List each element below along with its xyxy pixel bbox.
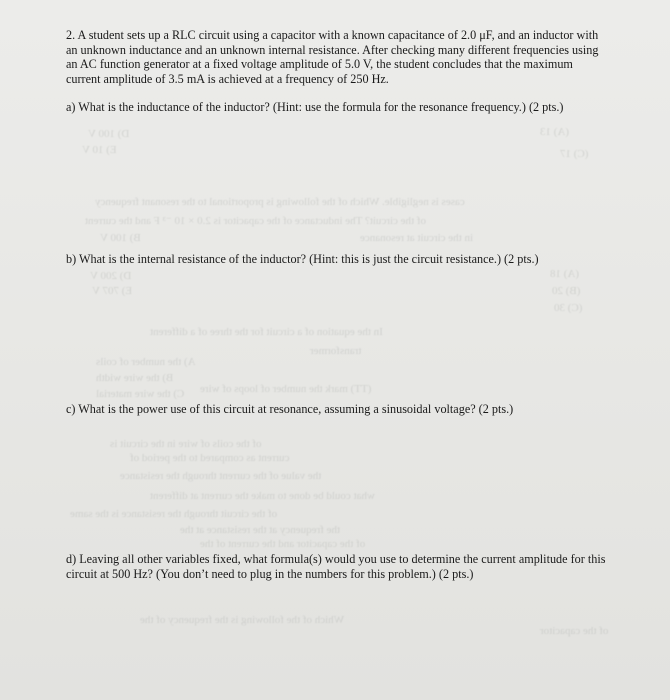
problem-statement: 2. A student sets up a RLC circuit using a capacitor with a known capacitance of 2.0 μF, and an inductor with an unknown inductance and an unknown internal resistance. After checking many different frequencies using an AC function generator at a fixed voltage amplitude of 5.0 V, the student concludes that the maximum current amplitude of 3.5 mA is achieved at a frequency of 250 Hz. <box>66 28 599 86</box>
part-a-question: a) What is the inductance of the inductor? (Hint: use the formula for the resonance frequency.) (2 pts.) <box>66 100 564 114</box>
bleed-through-text: D) 100 V E) 10 V (A) 13 (C) 17 cases is negligible. Which of the following is proportional to the resonant frequency of the circuit? The inductance of the capacitor is 2.0 × 10 ⁻³ F and the current B) 100 V in the circuit at resonance D) 200 V E) 707 V (A) 18 (B) 20 (C) 30 In the equation of a circuit for the three of a different transformer A) the number of coils B) the wire width C) the wire material (TT) mark the number of loops of wire of the coils of wire in the circuit is current as compared to the period of the value of the current through the resistance what could be done to make the current at different of the circuit through the resistance is the same the frequency at the resistance at the of the capacitor and the current of the Which of the following is the frequency of the of the capacitor <box>70 126 609 637</box>
part-b <box>66 252 606 267</box>
problem-intro <box>66 28 606 86</box>
part-b-question: b) What is the internal resistance of the inductor? (Hint: this is just the circuit resistance.) (2 pts.) <box>66 252 539 266</box>
part-c <box>66 402 606 417</box>
part-a <box>66 100 606 115</box>
part-c-question: c) What is the power use of this circuit at resonance, assuming a sinusoidal voltage? (2 pts.) <box>66 402 514 416</box>
part-d <box>66 552 606 581</box>
part-d-question: d) Leaving all other variables fixed, what formula(s) would you use to determine the current amplitude for this circuit at 500 Hz? (You don’t need to plug in the numbers for this problem.) (2 pts.) <box>66 552 606 581</box>
